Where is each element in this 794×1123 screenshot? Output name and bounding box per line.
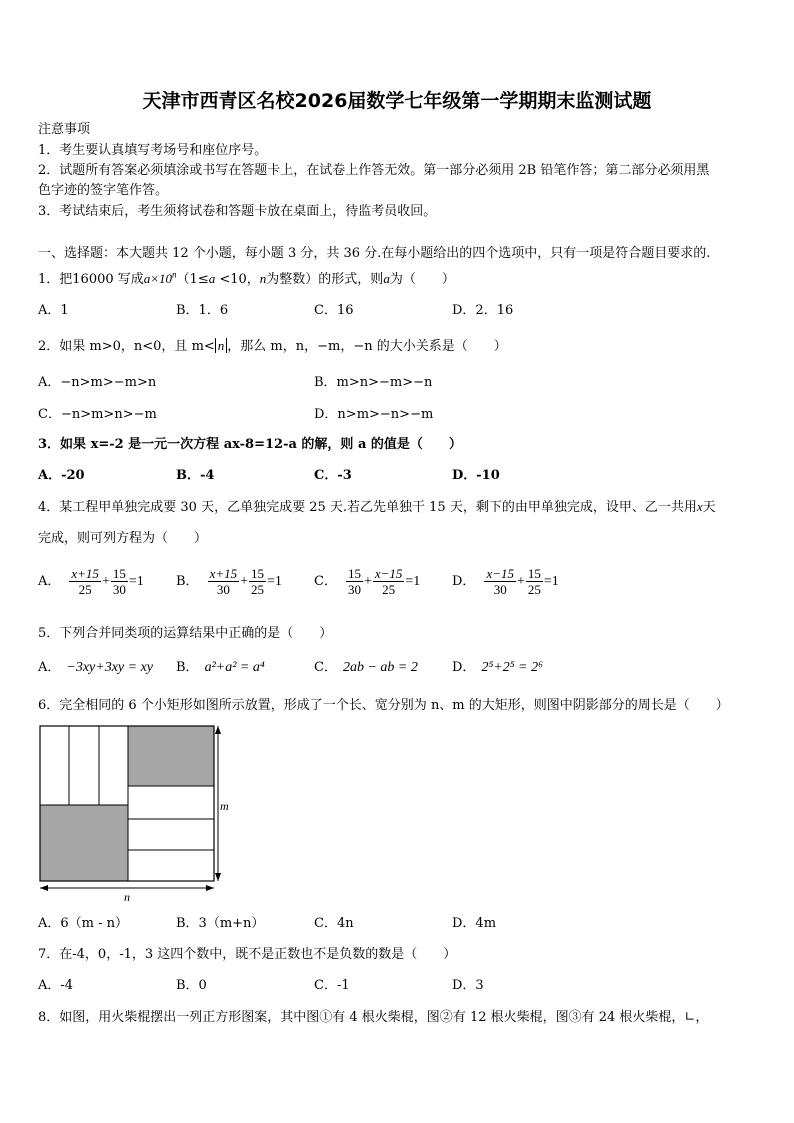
question-4-stem: 4．某工程甲单独完成要 30 天，乙单独完成要 25 天.若乙先单独干 15 天，剩下的由甲单独完成，设甲、乙一共用x天	[38, 499, 716, 515]
label-n: n	[124, 890, 130, 904]
question-4-option-b: B． $\frac{x+15}{30}$ + $\frac{15}{25}$ =1	[176, 566, 282, 597]
question-5-stem: 5．下列合并同类项的运算结果中正确的是（ ）	[38, 626, 333, 641]
question-7-option-a: A．-4	[38, 978, 74, 993]
question-6-stem: 6．完全相同的 6 个小矩形如图所示放置，形成了一个长、宽分别为 n、m 的大矩形，则图中阴影部分的周长是（ ）	[38, 698, 729, 713]
question-3-option-c: C．-3	[314, 468, 352, 483]
question-7-stem: 7．在-4，0，-1，3 这四个数中，既不是正数也不是负数的数是（ ）	[38, 947, 457, 962]
question-6-option-d: D．4m	[452, 916, 497, 931]
question-8-stem: 8．如图，用火柴棍摆出一列正方形图案，其中图①有 4 根火柴棍，图②有 12 根火柴棍，图③有 24 根火柴棍，∟，	[38, 1010, 709, 1025]
question-4-option-a: A． $\frac{x+15}{25}$ + $\frac{15}{30}$ =1	[38, 566, 144, 597]
question-2-option-b: B．m>n>−m>−n	[314, 375, 433, 390]
question-1-option-d: D．2．16	[452, 303, 514, 318]
question-2-option-c: C．−n>m>n>−m	[38, 407, 157, 422]
question-5-option-d: D． 2⁵+2⁵ = 2⁶	[452, 660, 543, 675]
notice-item-2: 2．试题所有答案必须填涂或书写在答题卡上，在试卷上作答无效。第一部分必须用 2B 铅笔作答；第二部分必须用黑	[38, 163, 710, 178]
notice-item-3: 3．考试结束后，考生须将试卷和答题卡放在桌面上，待监考员收回。	[38, 204, 437, 219]
shaded-region-bottom-left	[40, 805, 128, 881]
question-3-option-a: A．-20	[38, 468, 85, 483]
shaded-region-top-right	[128, 726, 214, 786]
notice-item-1: 1．考生要认真填写考场号和座位序号。	[38, 143, 268, 158]
question-6-option-c: C．4n	[314, 916, 354, 931]
question-1-option-b: B．1．6	[176, 303, 229, 318]
question-4-stem-cont: 完成，则可列方程为（ ）	[38, 531, 208, 546]
question-6-option-a: A．6（m - n）	[38, 916, 129, 931]
question-6-option-b: B．3（m+n）	[176, 916, 265, 931]
question-2-option-d: D．n>m>−n>−m	[314, 407, 434, 422]
question-7-option-d: D．3	[452, 978, 484, 993]
notice-item-2-cont: 色字迹的签字笔作答。	[38, 183, 169, 198]
question-5-option-b: B． a²+a² = a⁴	[176, 660, 265, 675]
question-3-stem: 3．如果 x=-2 是一元一次方程 ax-8=12-a 的解，则 a 的值是（ ）	[38, 437, 462, 452]
question-3-option-b: B．-4	[176, 468, 215, 483]
question-4-option-d: D． $\frac{x-15}{30}$ + $\frac{15}{25}$ =1	[452, 566, 559, 597]
question-2-stem: 2．如果 m>0，n<0，且 m< n ，那么 m，n，−m，−n 的大小关系是（ ）	[38, 338, 507, 354]
question-1-stem: 1．把16000 写成$a\times 10^n(1\le a <10$，n为整数）的形式，则a为（ ）	[38, 269, 455, 287]
question-5-option-c: C． 2ab − ab = 2	[314, 660, 418, 675]
label-m: m	[220, 799, 229, 813]
question-1-option-c: C．16	[314, 303, 354, 318]
question-5-option-a: A． −3xy+3xy = xy	[38, 660, 154, 675]
section-heading: 一、选择题：本大题共 12 个小题，每小题 3 分，共 36 分.在每小题给出的四个选项中，只有一项是符合题目要求的.	[38, 246, 711, 261]
question-2-option-a: A．−n>m>−m>n	[38, 375, 157, 390]
question-1-option-a: A．1	[38, 303, 69, 318]
question-7-option-c: C．-1	[314, 978, 350, 993]
rectangle-figure	[36, 720, 236, 910]
question-3-option-d: D．-10	[452, 468, 500, 483]
question-4-option-c: C． $\frac{15}{30}$ + $\frac{x-15}{25}$ =1	[314, 566, 421, 597]
notice-heading: 注意事项	[38, 122, 91, 137]
question-7-option-b: B．0	[176, 978, 207, 993]
page-title: 天津市西青区名校2026届数学七年级第一学期期末监测试题	[142, 90, 652, 112]
